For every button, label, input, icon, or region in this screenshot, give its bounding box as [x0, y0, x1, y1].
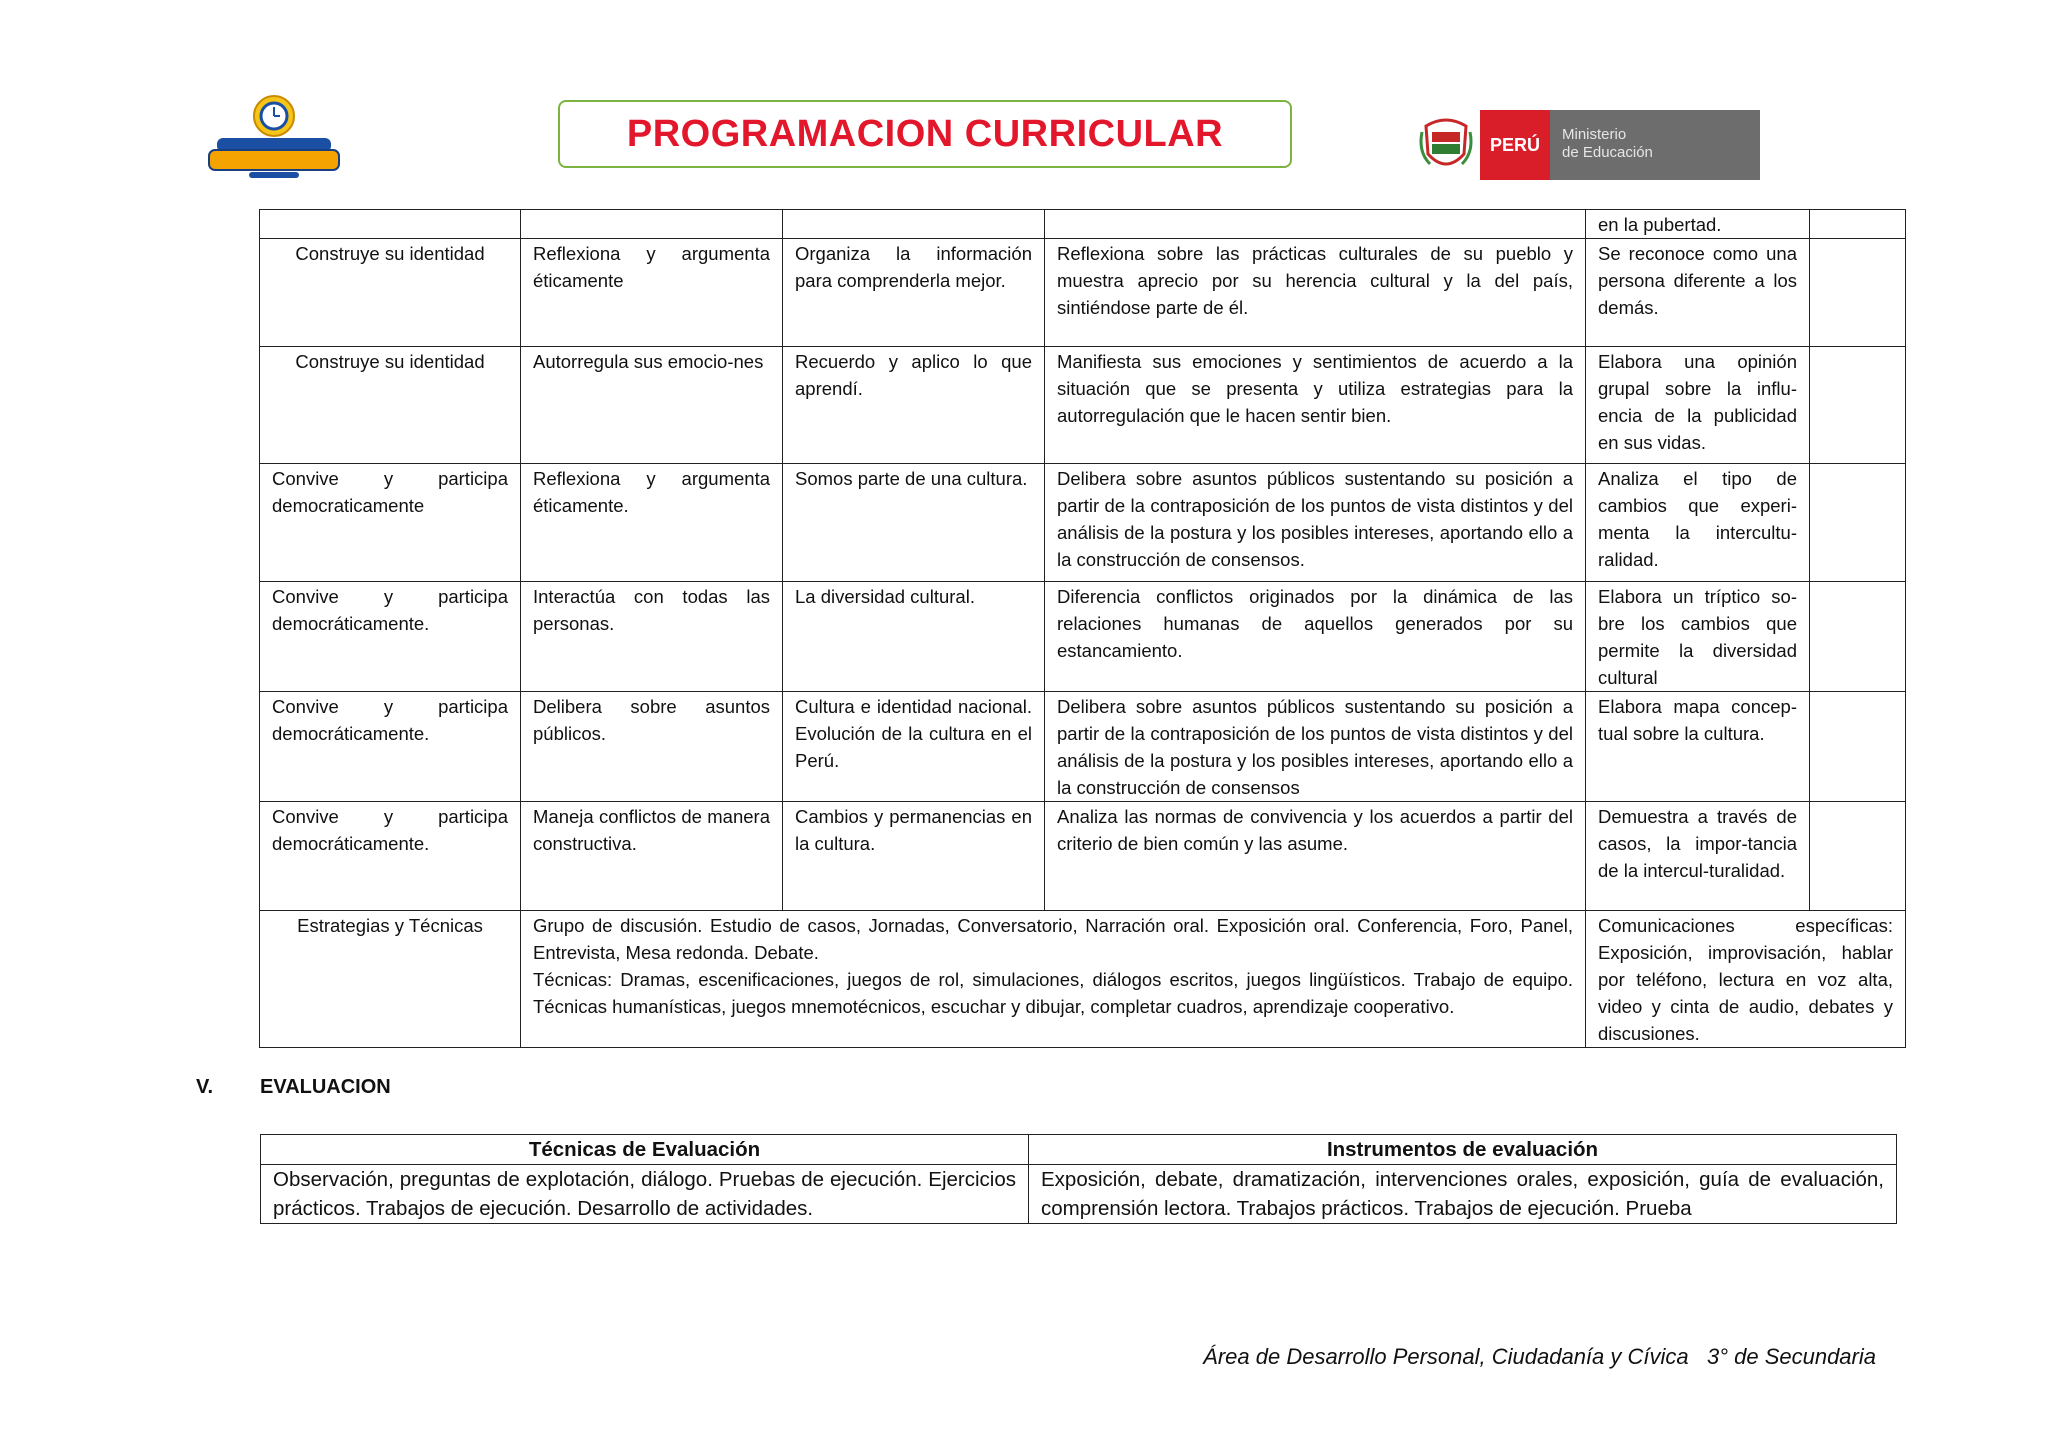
empty-cell [1810, 464, 1906, 582]
competence-cell: Construye su identidad [260, 347, 521, 464]
strategies-text-1: Grupo de discusión. Estudio de casos, Jornadas, Conversatorio, Narración oral. Exposición oral. Conferencia, Foro, Panel, Entrevista, Mesa redonda. Debate. [533, 915, 1573, 963]
page-footer: Área de Desarrollo Personal, Ciudadanía y Cívica 3° de Secundaria [1203, 1344, 1876, 1369]
ministry-line-2: de Educación [1562, 144, 1653, 161]
empty-cell [1810, 239, 1906, 347]
jornada-escolar-completa-logo [205, 92, 343, 182]
activity-cell: Analiza el tipo de cambios que experi-menta la intercultu-ralidad. [1586, 464, 1810, 582]
capacity-cell: Delibera sobre asuntos públicos. [521, 692, 783, 802]
activity-cell: Elabora un tríptico so-bre los cambios que permite la diversidad cultural [1586, 582, 1810, 692]
performance-cell: Delibera sobre asuntos públicos sustentando su posición a partir de la contraposición de los puntos de vista distintos y del análisis de la postura y los posibles intereses, aportando ello a la construcción de consensos [1045, 692, 1586, 802]
table-cell [1810, 210, 1906, 239]
table-row [260, 210, 1906, 239]
content-cell: Cambios y permanencias en la cultura. [783, 802, 1045, 911]
competence-cell: Convive y participa democraticamente [260, 464, 521, 582]
page-title: PROGRAMACION CURRICULAR [626, 112, 1224, 155]
performance-cell: Diferencia conflictos originados por la dinámica de las relaciones humanas de aquellos generados por su estancamiento. [1045, 582, 1586, 692]
content-cell: Somos parte de una cultura. [783, 464, 1045, 582]
title-box [558, 100, 1292, 168]
content-cell: Recuerdo y aplico lo que aprendí. [783, 347, 1045, 464]
ministry-line-1: Ministerio [1562, 126, 1627, 143]
section-heading [196, 1076, 391, 1099]
competence-cell: Construye su identidad [260, 239, 521, 347]
strategies-text-2: Técnicas: Dramas, escenificaciones, juegos de rol, simulaciones, diálogos escritos, juegos lingüísticos. Trabajo de equipo. Técnicas humanísticas, juegos mnemotécnicos, escuchar y dibujar, completar cuadros, aprendizaje cooperativo. [533, 969, 1573, 1017]
coat-of-arms-icon [1418, 112, 1474, 178]
content-cell: Organiza la información para comprenderla mejor. [783, 239, 1045, 347]
table-cell: en la pubertad. [1586, 210, 1810, 239]
table-cell [521, 210, 783, 239]
capacity-cell: Reflexiona y argumenta éticamente [521, 239, 783, 347]
curricular-table [259, 209, 1906, 1048]
strategies-label: Estrategias y Técnicas [260, 911, 521, 1048]
empty-cell [1810, 582, 1906, 692]
evaluation-table [260, 1134, 1897, 1224]
evaluation-instruments-cell: Exposición, debate, dramatización, intervenciones orales, exposición, guía de evaluación, comprensión lectora. Trabajos prácticos. Trabajos de ejecución. Prueba [1029, 1165, 1897, 1224]
peru-label: PERÚ [1480, 110, 1550, 180]
table-row [260, 582, 1906, 692]
competence-cell: Convive y participa democráticamente. [260, 582, 521, 692]
evaluation-header-row [261, 1135, 1897, 1165]
empty-cell [1810, 802, 1906, 911]
table-row [260, 347, 1906, 464]
activity-cell: Demuestra a través de casos, la impor-tancia de la intercul-turalidad. [1586, 802, 1810, 911]
strategies-text [521, 911, 1586, 1048]
capacity-cell: Maneja conflictos de manera constructiva. [521, 802, 783, 911]
table-cell [783, 210, 1045, 239]
capacity-cell: Interactúa con todas las personas. [521, 582, 783, 692]
performance-cell: Analiza las normas de convivencia y los acuerdos a partir del criterio de bien común y las asume. [1045, 802, 1586, 911]
content-cell: La diversidad cultural. [783, 582, 1045, 692]
strategies-row [260, 911, 1906, 1048]
performance-cell: Reflexiona sobre las prácticas culturales de su pueblo y muestra aprecio por su herencia cultural y la del país, sintiéndose parte de él. [1045, 239, 1586, 347]
content-cell: Cultura e identidad nacional. Evolución de la cultura en el Perú. [783, 692, 1045, 802]
empty-cell [1810, 692, 1906, 802]
performance-cell: Manifiesta sus emociones y sentimientos de acuerdo a la situación que se presenta y utiliza estrategias para la autorregulación que le hacen sentir bien. [1045, 347, 1586, 464]
evaluation-header-instruments: Instrumentos de evaluación [1029, 1135, 1897, 1165]
evaluation-row [261, 1165, 1897, 1224]
table-cell [1045, 210, 1586, 239]
ministry-name [1550, 110, 1760, 180]
activity-cell: Se reconoce como una persona diferente a los demás. [1586, 239, 1810, 347]
table-row [260, 802, 1906, 911]
table-row [260, 692, 1906, 802]
capacity-cell: Autorregula sus emocio-nes [521, 347, 783, 464]
section-number: V. [196, 1076, 214, 1098]
performance-cell: Delibera sobre asuntos públicos sustentando su posición a partir de la contraposición de los puntos de vista distintos y del análisis de la postura y los posibles intereses, aportando ello a la construcción de consensos. [1045, 464, 1586, 582]
ministry-of-education-logo [1418, 110, 1760, 180]
competence-cell: Convive y participa democráticamente. [260, 692, 521, 802]
competence-cell: Convive y participa democráticamente. [260, 802, 521, 911]
empty-cell [1810, 347, 1906, 464]
evaluation-header-techniques: Técnicas de Evaluación [261, 1135, 1029, 1165]
communications-cell: Comunicaciones específicas: Exposición, improvisación, hablar por teléfono, lectura en voz alta, video y cinta de audio, debates y discusiones. [1586, 911, 1906, 1048]
table-cell [260, 210, 521, 239]
activity-cell: Elabora una opinión grupal sobre la influ-encia de la publicidad en sus vidas. [1586, 347, 1810, 464]
table-row [260, 464, 1906, 582]
activity-cell: Elabora mapa concep-tual sobre la cultura. [1586, 692, 1810, 802]
section-title: EVALUACION [260, 1076, 391, 1098]
table-row [260, 239, 1906, 347]
capacity-cell: Reflexiona y argumenta éticamente. [521, 464, 783, 582]
evaluation-techniques-cell: Observación, preguntas de explotación, diálogo. Pruebas de ejecución. Ejercicios prácticos. Trabajos de ejecución. Desarrollo de actividades. [261, 1165, 1029, 1224]
